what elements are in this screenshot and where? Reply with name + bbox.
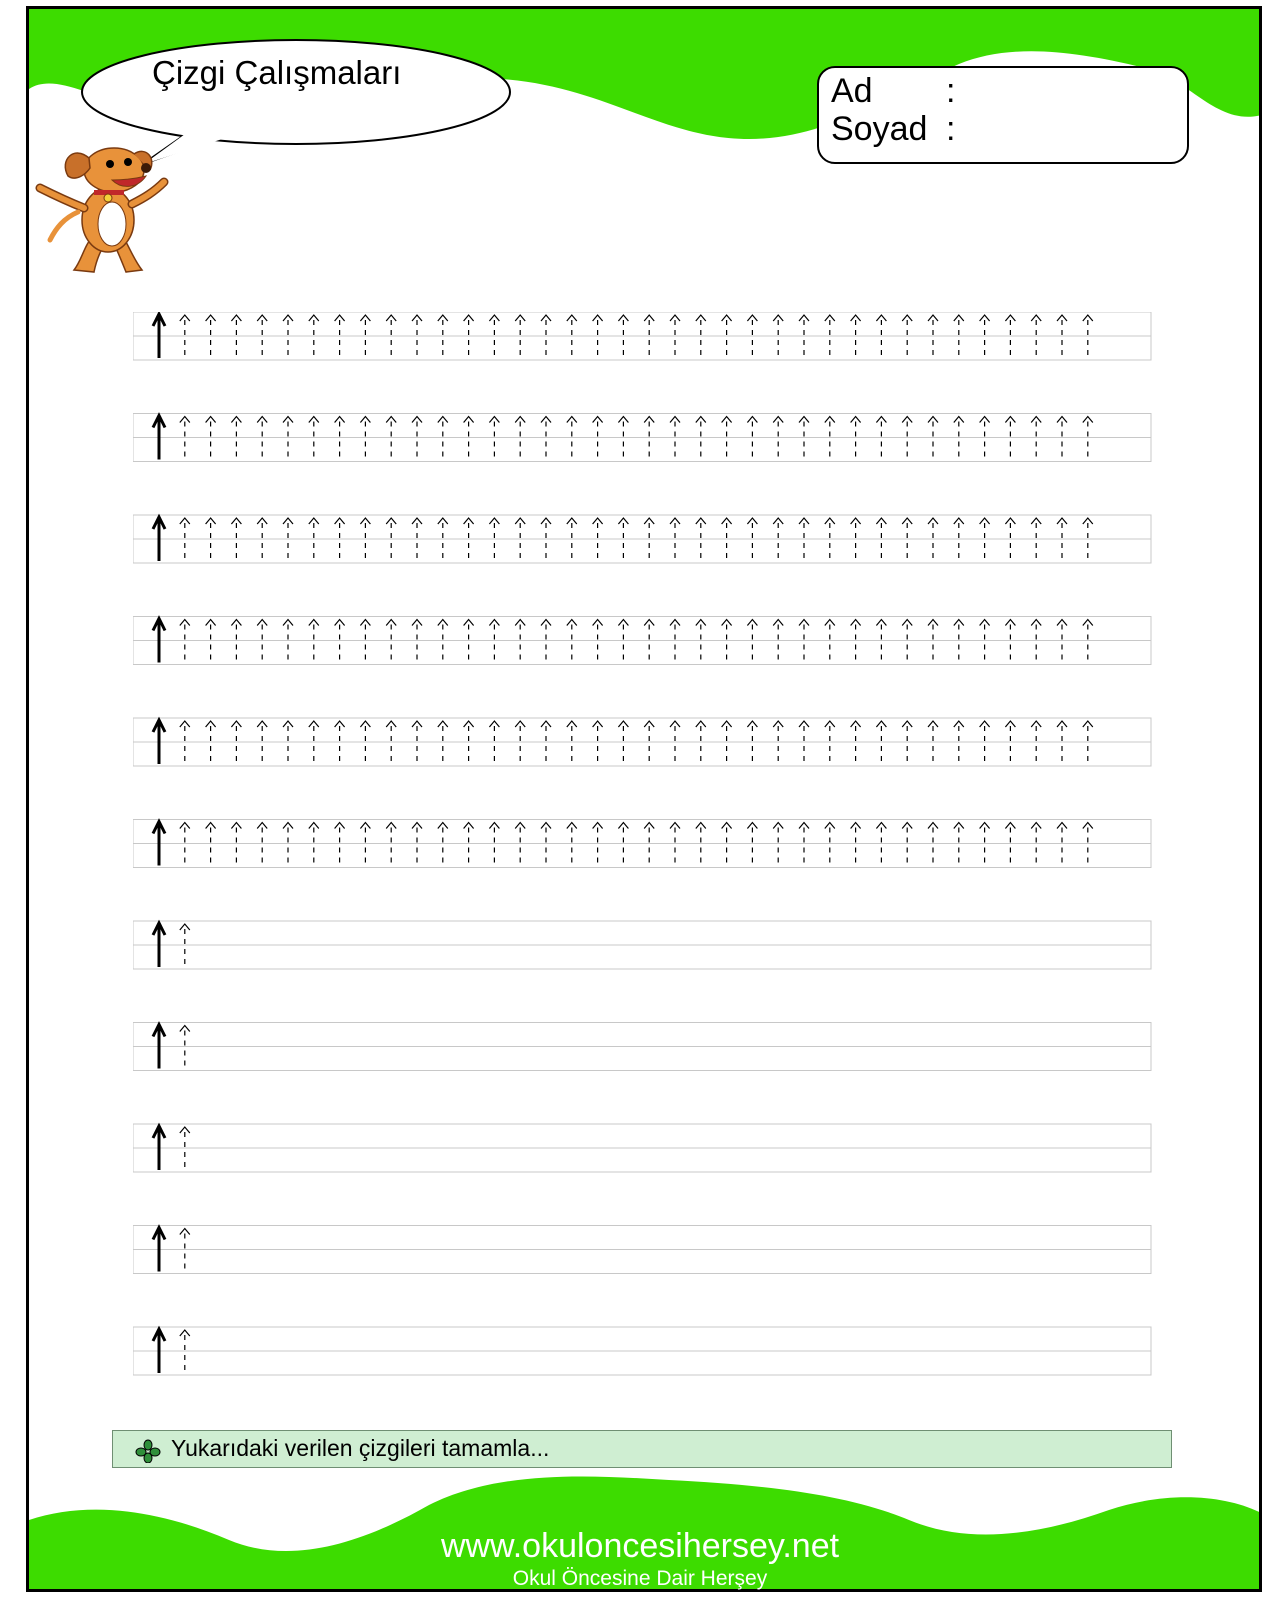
tracing-row <box>133 1023 1151 1071</box>
tracing-row <box>133 820 1151 868</box>
tracing-rows <box>133 312 1153 1382</box>
tracing-row <box>133 617 1151 665</box>
tracing-row <box>133 312 1151 360</box>
tracing-row <box>133 1226 1151 1274</box>
cartoon-dog-icon <box>34 140 174 280</box>
tracing-row <box>133 921 1151 969</box>
name-box <box>817 66 1189 164</box>
surname-field[interactable] <box>831 110 955 149</box>
instruction-banner <box>112 1430 1172 1468</box>
tracing-row <box>133 515 1151 563</box>
page-title: Çizgi Çalışmaları <box>152 54 402 91</box>
tracing-row <box>133 718 1151 766</box>
surname-label: Soyad <box>831 110 928 148</box>
surname-separator: : <box>946 110 956 148</box>
clover-icon <box>135 1439 161 1463</box>
instruction-text: Yukarıdaki verilen çizgileri tamamla... <box>171 1435 550 1461</box>
tracing-row <box>133 1124 1151 1172</box>
tracing-row <box>133 1327 1151 1375</box>
name-label: Ad <box>831 72 873 110</box>
footer-tagline: Okul Öncesine Dair Herşey <box>512 1567 768 1590</box>
tracing-row <box>133 414 1151 462</box>
name-separator: : <box>946 72 956 110</box>
name-field[interactable] <box>831 72 955 111</box>
footer-url[interactable]: www.okuloncesihersey.net <box>440 1527 840 1565</box>
